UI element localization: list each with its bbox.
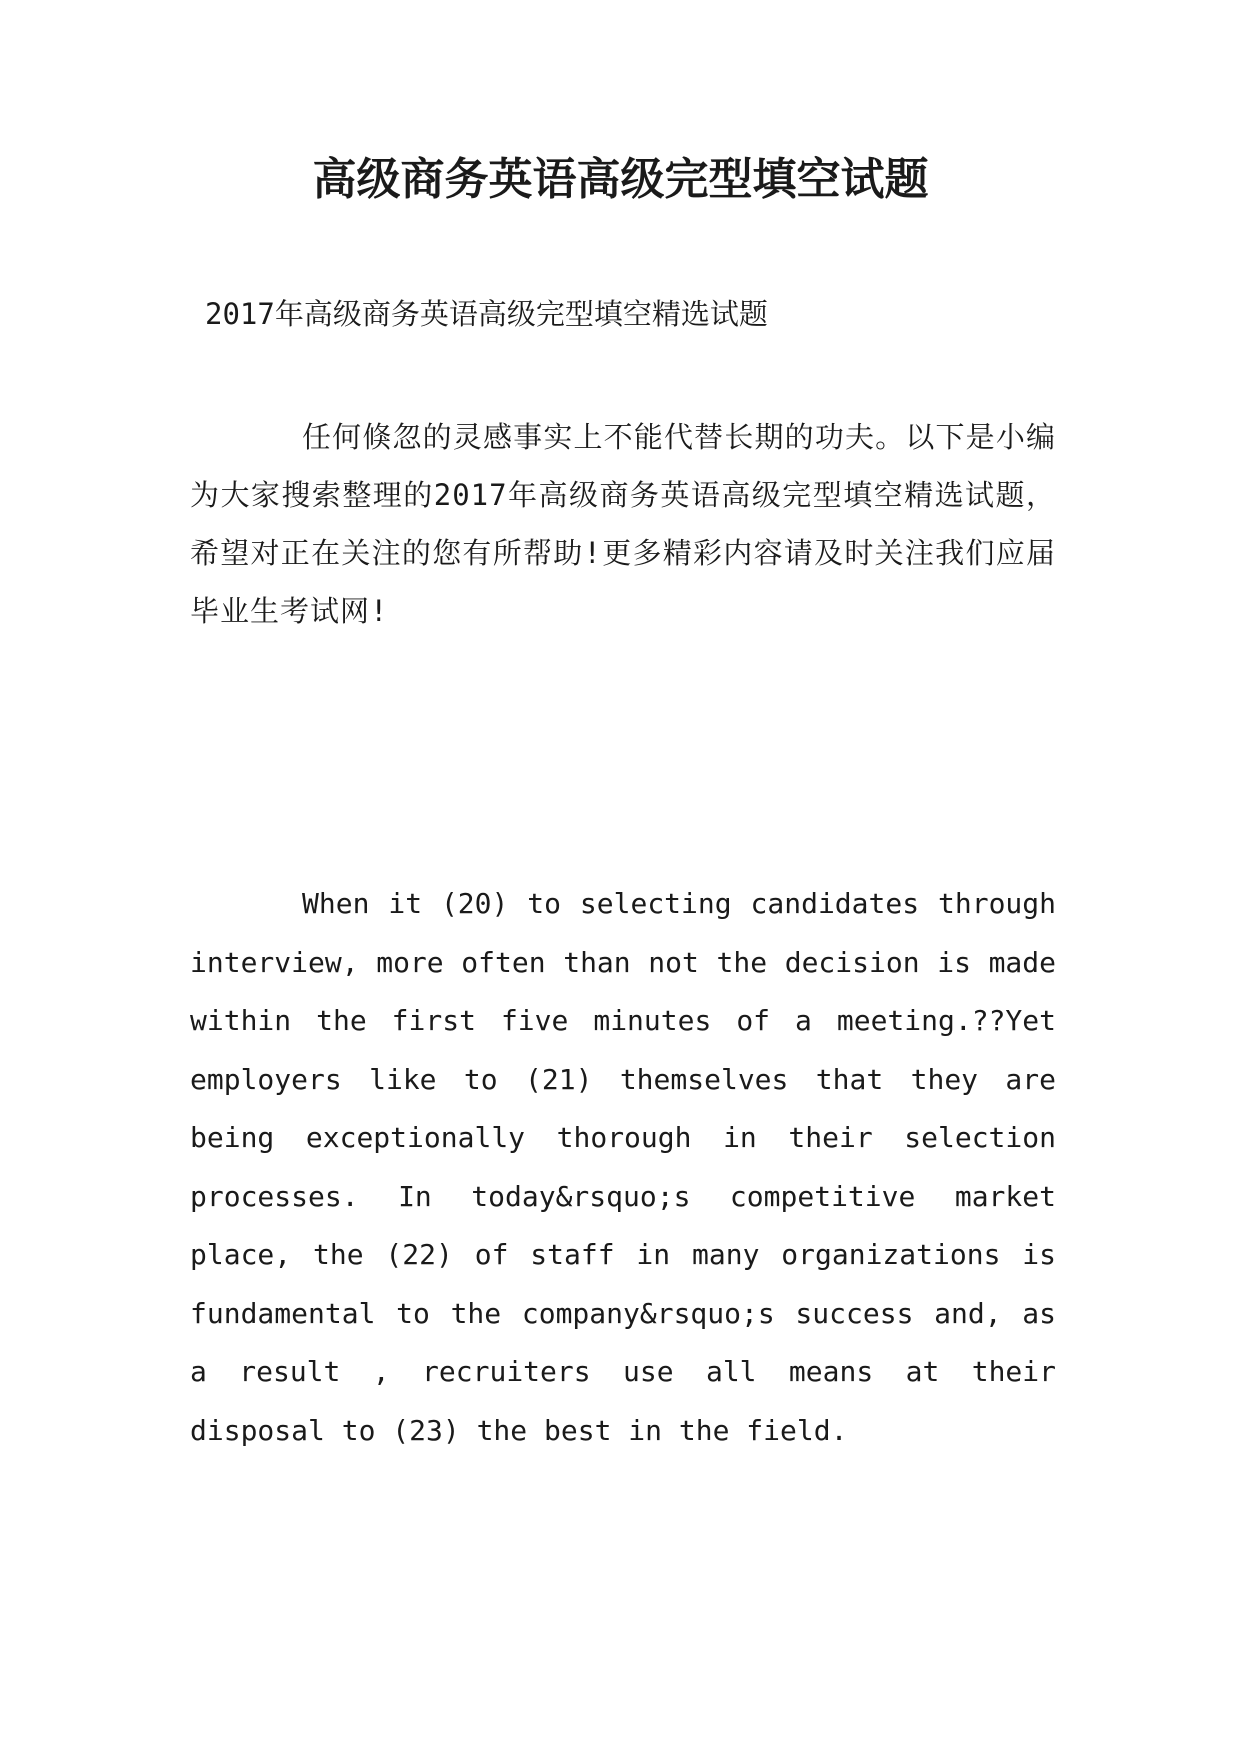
intro-paragraph: 任何倏忽的灵感事实上不能代替长期的功夫。以下是小编为大家搜索整理的2017年高级商务英语高级完型填空精选试题，希望对正在关注的您有所帮助!更多精彩内容请及时关注我们应届毕业生考试网!: [190, 420, 1056, 628]
cloze-passage: When it (20) to selecting candidates through interview, more often than not the decision is made within the first five minutes of a meeting.??Yet employers like to (21) themselves that they are being exceptionally thorough in their selection processes. In today&rsquo;s competitive market place, the (22) of staff in many organizations is fundamental to the company&rsquo;s success and, as a result , recruiters use all means at their disposal to (23) the best in the field.: [190, 887, 1056, 1447]
document-title: 高级商务英语高级完型填空试题: [312, 154, 929, 205]
document-subtitle: 2017年高级商务英语高级完型填空精选试题: [205, 297, 768, 331]
